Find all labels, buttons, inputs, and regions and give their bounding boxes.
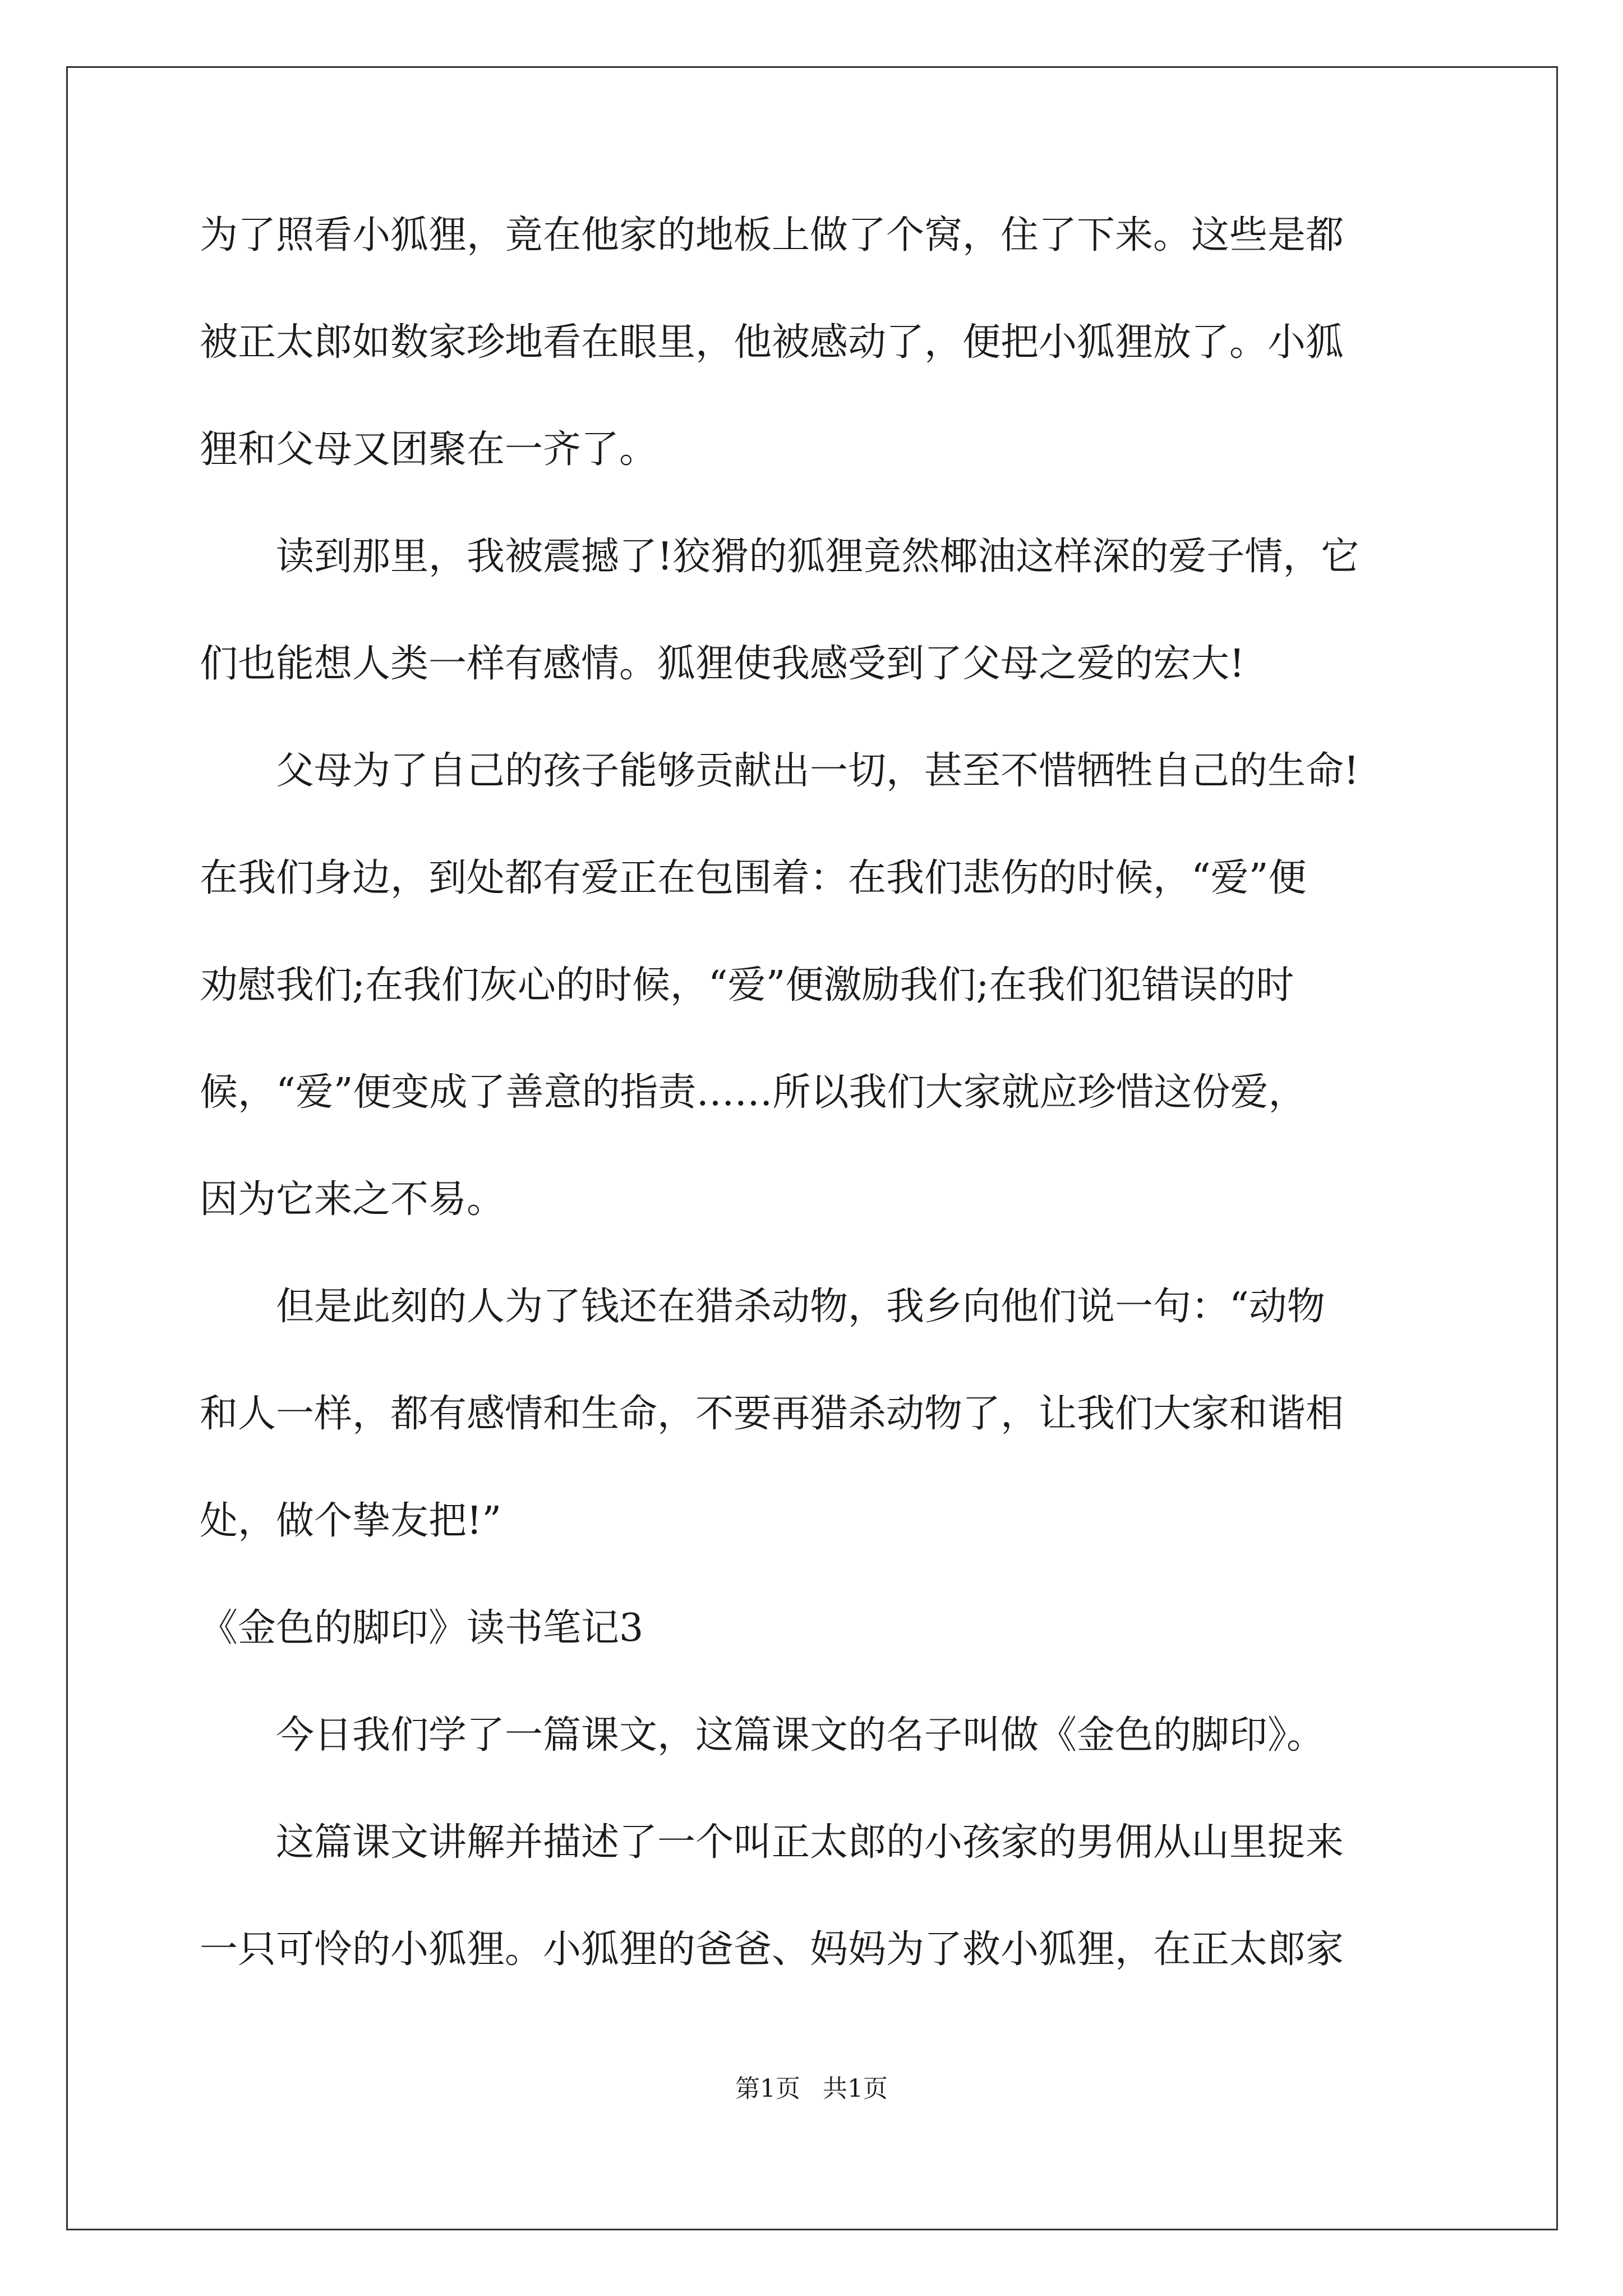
text-line: 一只可怜的小狐狸。小狐狸的爸爸、妈妈为了救小狐狸，在正太郎家 [200,1927,1344,1972]
paragraph [200,744,1439,1227]
text-line: 候，“爱”便变成了善意的指责……所以我们大家就应珍惜这份爱， [200,1070,1307,1115]
page-number-total: 共1页 [823,2074,888,2103]
text-line: 们也能想人类一样有感情。狐狸使我感受到了父母之爱的宏大! [200,642,1245,686]
text-line: 为了照看小狐狸，竟在他家的地板上做了个窝，住了下来。这些是都 [200,213,1344,257]
text-line: 处，做个挚友把!” [200,1499,502,1543]
page-number-current: 第1页 [735,2074,800,2103]
text-line: 这篇课文讲解并描述了一个叫正太郎的小孩家的男佣从山里捉来 [276,1820,1344,1865]
text-line: 但是此刻的人为了钱还在猎杀动物，我乡向他们说一句：“动物 [276,1285,1325,1329]
paragraph [200,1709,1439,1763]
text-line: 劝慰我们;在我们灰心的时候，“爱”便激励我们;在我们犯错误的时 [200,963,1294,1007]
text-line: 因为它来之不易。 [200,1177,505,1222]
page-footer [0,2072,1623,2106]
text-line: 和人一样，都有感情和生命，不要再猎杀动物了，让我们大家和谐相 [200,1392,1344,1436]
text-line: 读到那里，我被震撼了!狡猾的狐狸竟然椰油这样深的爱子情，它 [276,535,1359,579]
paragraph [200,1816,1439,1977]
section-heading: 《金色的脚印》读书笔记3 [200,1606,644,1650]
document-body [200,209,1439,1977]
paragraph [200,530,1439,691]
text-line: 父母为了自己的孩子能够贡献出一切，甚至不惜牺牲自己的生命! [276,749,1359,793]
text-line: 狸和父母又团聚在一齐了。 [200,427,658,472]
text-line: 在我们身边，到处都有爱正在包围着：在我们悲伤的时候，“爱”便 [200,856,1307,900]
paragraph [200,1280,1439,1548]
text-line: 今日我们学了一篇课文，这篇课文的名子叫做《金色的脚印》。 [276,1713,1325,1757]
text-line: 被正太郎如数家珍地看在眼里，他被感动了，便把小狐狸放了。小狐 [200,320,1344,365]
paragraph-continuation [200,209,1439,477]
